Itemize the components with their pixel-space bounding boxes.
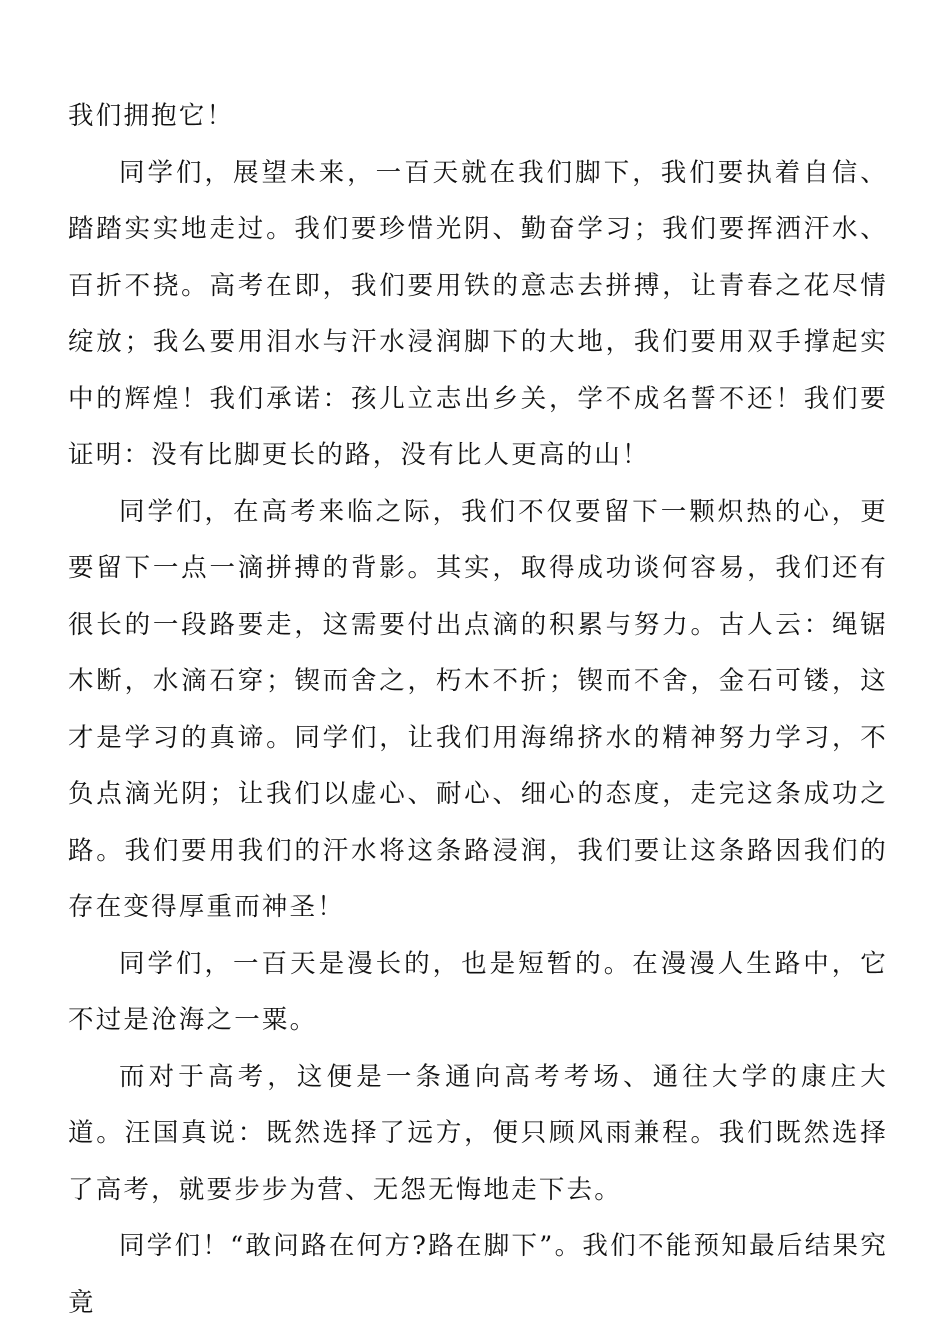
paragraph-4: 同学们，一百天是漫长的，也是短暂的。在漫漫人生路中，它不过是沧海之一粟。: [68, 948, 888, 1035]
paragraph-1: 我们拥抱它！: [68, 101, 235, 131]
paragraph-6: 同学们！“敢问路在何方?路在脚下”。我们不能预知最后结果究竟: [68, 1231, 888, 1318]
paragraph-5: 而对于高考，这便是一条通向高考考场、通往大学的康庄大道。汪国真说：既然选择了远方，便只顾风雨兼程。我们既然选择了高考，就要步步为营、无怨无悔地走下去。: [68, 1061, 888, 1205]
document-body: [68, 88, 888, 1331]
paragraph-3: 同学们，在高考来临之际，我们不仅要留下一颗炽热的心，更要留下一点一滴拼搏的背影。其实，取得成功谈何容易，我们还有很长的一段路要走，这需要付出点滴的积累与努力。古人云：绳锯木断，水滴石穿；锲而舍之，朽木不折；锲而不舍，金石可镂，这才是学习的真谛。同学们，让我们用海绵挤水的精神努力学习，不负点滴光阴；让我们以虚心、耐心、细心的态度，走完这条成功之路。我们要用我们的汗水将这条路浸润，我们要让这条路因我们的存在变得厚重而神圣！: [68, 496, 888, 922]
paragraph-2: 同学们，展望未来，一百天就在我们脚下，我们要执着自信、踏踏实实地走过。我们要珍惜光阴、勤奋学习；我们要挥洒汗水、百折不挠。高考在即，我们要用铁的意志去拼搏，让青春之花尽情绽放；我么要用泪水与汗水浸润脚下的大地，我们要用双手撑起实中的辉煌！我们承诺：孩儿立志出乡关，学不成名誓不还！我们要证明：没有比脚更长的路，没有比人更高的山！: [68, 157, 888, 470]
